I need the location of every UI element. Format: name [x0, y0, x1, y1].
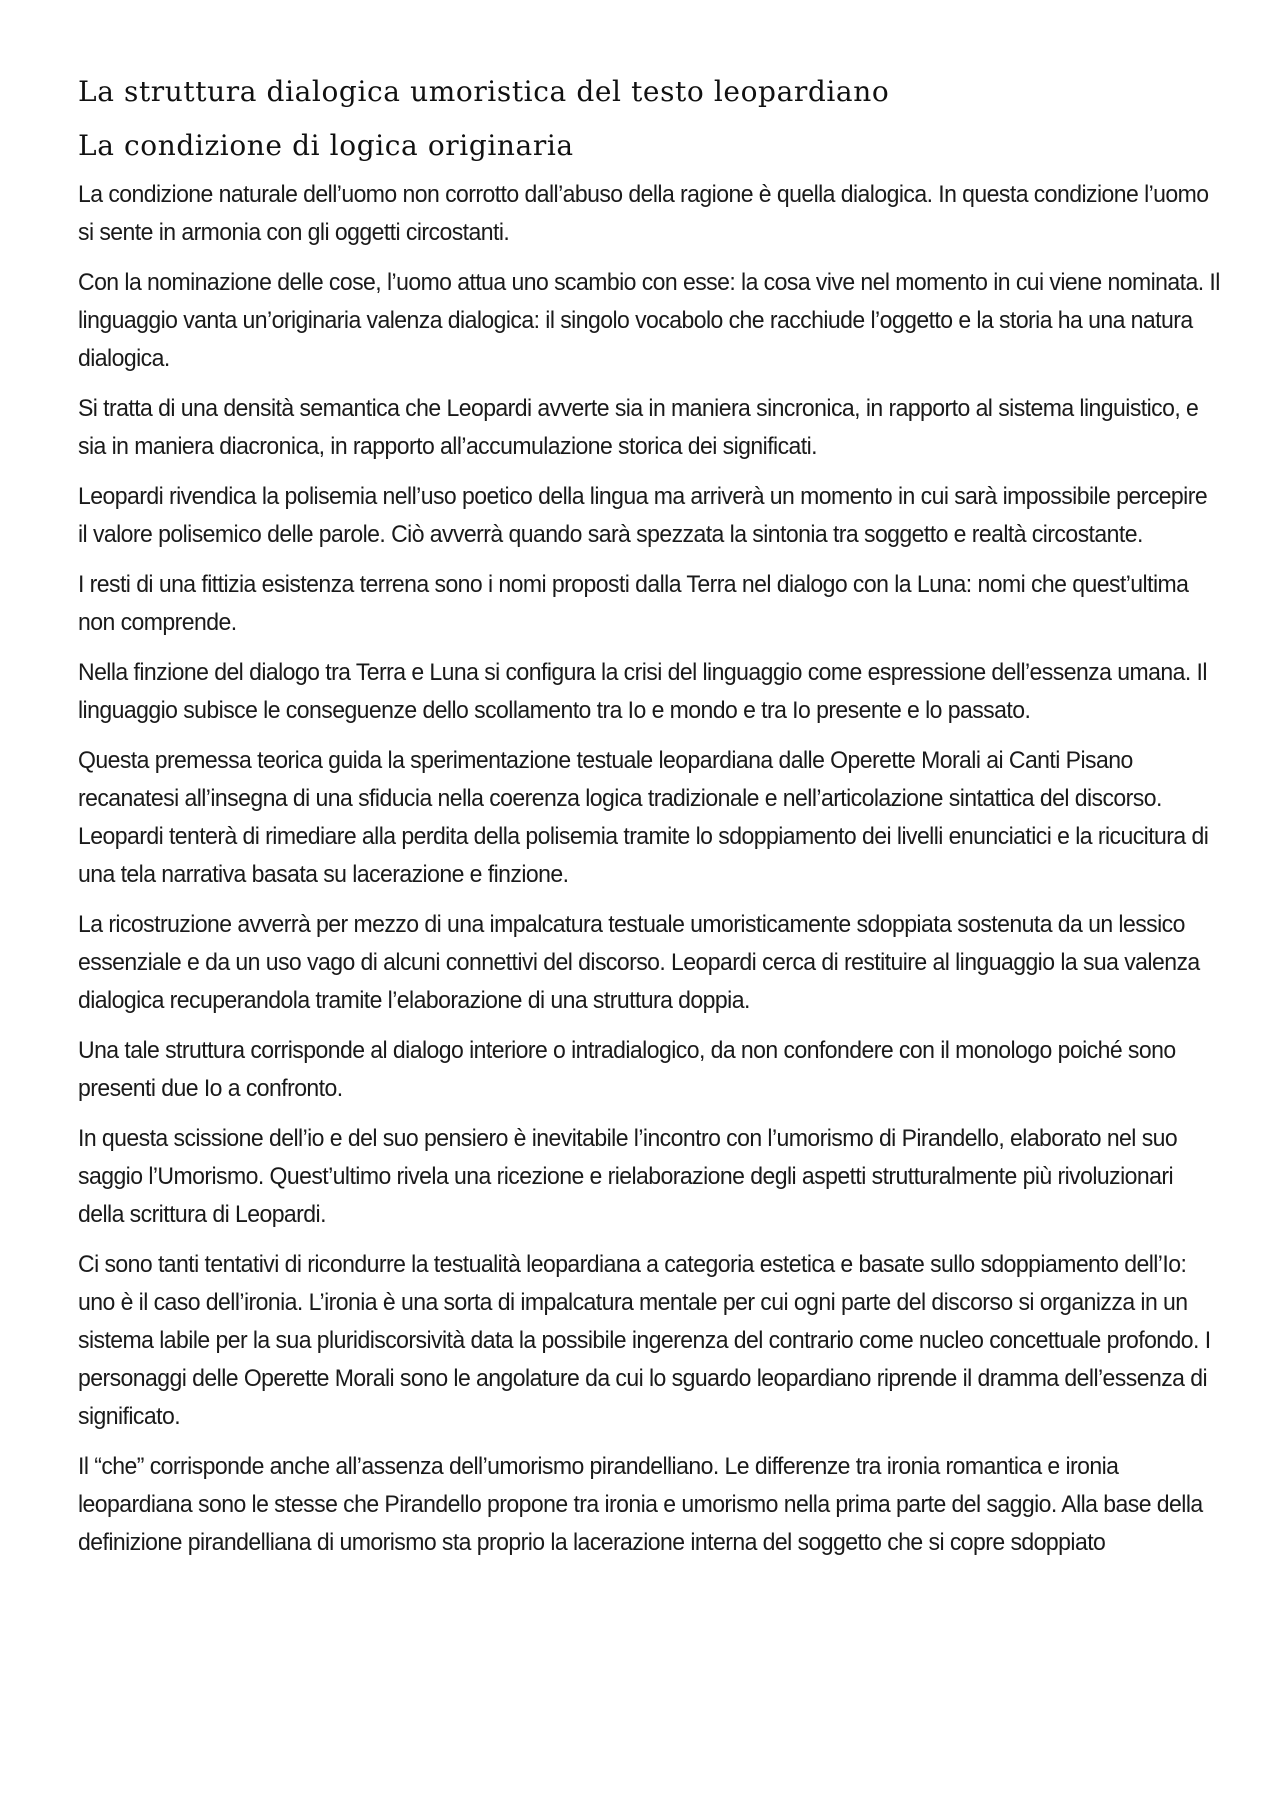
paragraph: Questa premessa teorica guida la sperimentazione testuale leopardiana dalle Operette Morali ai Canti Pisano recanatesi all’insegna di una sfiducia nella coerenza logica tradizionale e nell’articolazione sintattica del discorso. Leopardi tenterà di rimediare alla perdita della polisemia tramite lo sdoppiamento dei livelli enunciatici e la ricucitura di una tela narrativa basata su lacerazione e finzione. [78, 747, 1209, 888]
paragraph: Leopardi rivendica la polisemia nell’uso poetico della lingua ma arriverà un momento in cui sarà impossibile percepire il valore polisemico delle parole. Ciò avverrà quando sarà spezzata la sintonia tra soggetto e realtà circostante. [78, 483, 1208, 548]
paragraph: Nella finzione del dialogo tra Terra e Luna si configura la crisi del linguaggio come espressione dell’essenza umana. Il linguaggio subisce le conseguenze dello scollamento tra Io e mondo e tra Io presente e lo passato. [78, 659, 1207, 724]
section-heading: La condizione di logica originaria [78, 129, 574, 162]
paragraph: I resti di una fittizia esistenza terrena sono i nomi proposti dalla Terra nel dialogo con la Luna: nomi che quest’ultima non comprende. [78, 571, 1189, 636]
paragraph: La condizione naturale dell’uomo non corrotto dall’abuso della ragione è quella dialogica. In questa condizione l’uomo si sente in armonia con gli oggetti circostanti. [78, 181, 1209, 246]
paragraph: La ricostruzione avverrà per mezzo di una impalcatura testuale umoristicamente sdoppiata sostenuta da un lessico essenziale e da un uso vago di alcuni connettivi del discorso. Leopardi cerca di restituire al linguaggio la sua valenza dialogica recuperandola tramite l’elaborazione di una struttura doppia. [78, 911, 1200, 1014]
paragraph: Con la nominazione delle cose, l’uomo attua uno scambio con esse: la cosa vive nel momento in cui viene nominata. Il linguaggio vanta un’originaria valenza dialogica: il singolo vocabolo che racchiude l’oggetto e la storia ha una natura dialogica. [78, 269, 1220, 372]
paragraph: Si tratta di una densità semantica che Leopardi avverte sia in maniera sincronica, in rapporto al sistema linguistico, e sia in maniera diacronica, in rapporto all’accumulazione storica dei significati. [78, 395, 1199, 460]
paragraph: Ci sono tanti tentativi di ricondurre la testualità leopardiana a categoria estetica e basate sullo sdoppiamento dell’Io: uno è il caso dell’ironia. L’ironia è una sorta di impalcatura mentale per cui ogni parte del discorso si organizza in un sistema labile per la sua pluridiscorsività data la possibile ingerenza del contrario come nucleo concettuale profondo. I personaggi delle Operette Morali sono le angolature da cui lo sguardo leopardiano riprende il dramma dell’essenza di significato. [78, 1251, 1211, 1430]
paragraph: Il “che” corrisponde anche all’assenza dell’umorismo pirandelliano. Le differenze tra ironia romantica e ironia leopardiana sono le stesse che Pirandello propone tra ironia e umorismo nella prima parte del saggio. Alla base della definizione pirandelliana di umorismo sta proprio la lacerazione interna del soggetto che si copre sdoppiato [78, 1453, 1203, 1556]
paragraph: Una tale struttura corrisponde al dialogo interiore o intradialogico, da non confondere con il monologo poiché sono presenti due Io a confronto. [78, 1037, 1176, 1102]
document-title: La struttura dialogica umoristica del testo leopardiano [78, 75, 890, 108]
paragraph: In questa scissione dell’io e del suo pensiero è inevitabile l’incontro con l’umorismo di Pirandello, elaborato nel suo saggio l’Umorismo. Quest’ultimo rivela una ricezione e rielaborazione degli aspetti strutturalmente più rivoluzionari della scrittura di Leopardi. [78, 1125, 1178, 1228]
document-page [78, 72, 1218, 1574]
